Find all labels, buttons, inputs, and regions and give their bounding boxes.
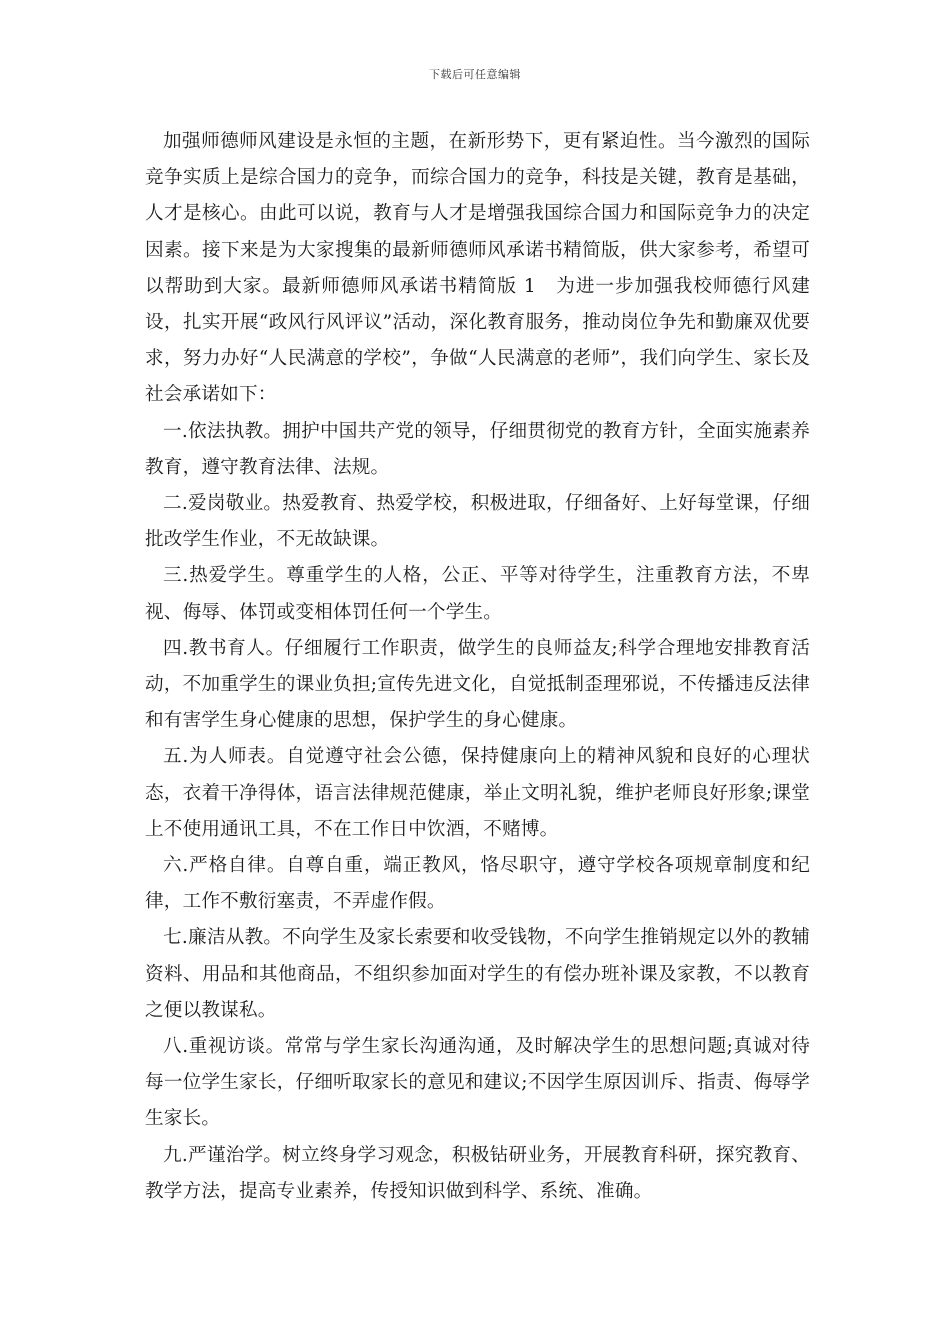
paragraph-item-9: 九.严谨治学。树立终身学习观念，积极钻研业务，开展教育科研，探究教育、教学方法，提高专业素养，传授知识做到科学、系统、准确。 xyxy=(145,1144,810,1202)
document-body xyxy=(145,124,810,1210)
paragraph-item-3: 三.热爱学生。尊重学生的人格，公正、平等对待学生，注重教育方法，不卑视、侮辱、体罚或变相体罚任何一个学生。 xyxy=(145,565,810,623)
paragraph-item-6: 六.严格自律。自尊自重，端正教风，恪尽职守，遵守学校各项规章制度和纪律，工作不敷衍塞责，不弄虚作假。 xyxy=(145,855,810,913)
header-note: 下载后可任意编辑 xyxy=(429,68,521,81)
paragraph-item-8: 八.重视访谈。常常与学生家长沟通沟通，及时解决学生的思想问题;真诚对待每一位学生家长，仔细听取家长的意见和建议;不因学生原因训斥、指责、侮辱学生家长。 xyxy=(145,1036,810,1130)
paragraph-item-1: 一.依法执教。拥护中国共产党的领导，仔细贯彻党的教育方针，全面实施素养教育，遵守教育法律、法规。 xyxy=(145,420,810,478)
paragraph-item-4: 四.教书育人。仔细履行工作职责，做学生的良师益友;科学合理地安排教育活动，不加重学生的课业负担;宣传先进文化，自觉抵制歪理邪说，不传播违反法律和有害学生身心健康的思想，保护学生的身心健康。 xyxy=(145,637,810,732)
paragraph-item-5: 五.为人师表。自觉遵守社会公德，保持健康向上的精神风貌和良好的心理状态，衣着干净得体，语言法律规范健康，举止文明礼貌，维护老师良好形象;课堂上不使用通讯工具，不在工作日中饮酒，不赌博。 xyxy=(145,746,810,840)
paragraph-intro: 加强师德师风建设是永恒的主题，在新形势下，更有紧迫性。当今激烈的国际竞争实质上是综合国力的竞争，而综合国力的竞争，科技是关键，教育是基础，人才是核心。由此可以说，教育与人才是增强我国综合国力和国际竞争力的决定因素。接下来是为大家搜集的最新师德师风承诺书精简版，供大家参考，希望可以帮助到大家。最新师德师风承诺书精简版 1 为进一步加强我校师德行风建设，扎实开展“政风行风评议”活动，深化教育服务，推动岗位争先和勤廉双优要求，努力办好“人民满意的学校”，争做“人民满意的老师”，我们向学生、家长及社会承诺如下： xyxy=(145,131,810,406)
paragraph-item-7: 七.廉洁从教。不向学生及家长索要和收受钱物，不向学生推销规定以外的教辅资料、用品和其他商品，不组织参加面对学生的有偿办班补课及家教，不以教育之便以教谋私。 xyxy=(145,927,810,1021)
paragraph-item-2: 二.爱岗敬业。热爱教育、热爱学校，积极进取，仔细备好、上好每堂课，仔细批改学生作业，不无故缺课。 xyxy=(145,493,810,551)
